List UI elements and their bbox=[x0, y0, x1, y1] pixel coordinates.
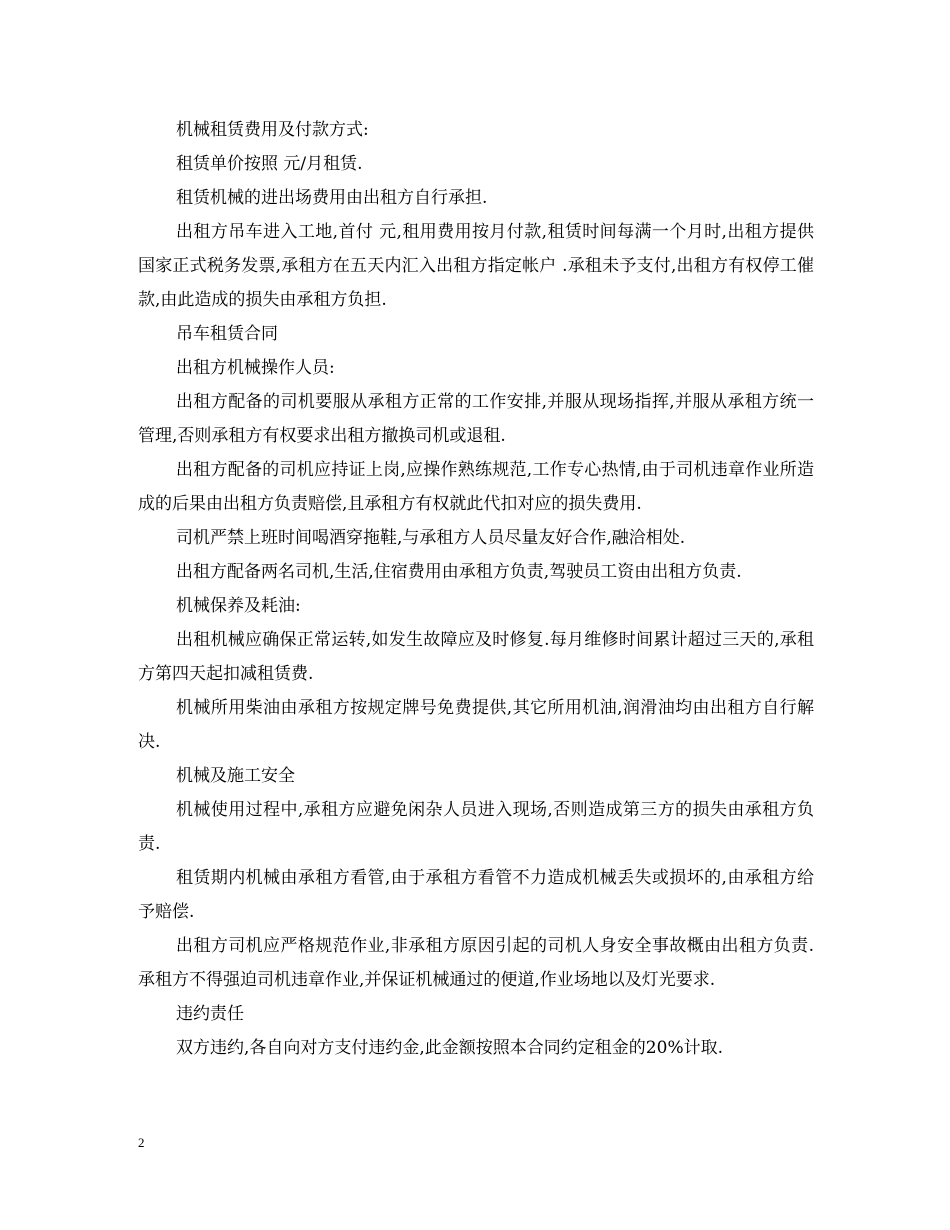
paragraph-safety-heading: 机械及施工安全 bbox=[176, 766, 295, 786]
paragraph-driver-license: 出租方配备的司机应持证上岗,应操作熟练规范,工作专心热情,由于司机违章作业所造成的后果由出租方负责赔偿,且承租方有权就此代扣对应的损失费用. bbox=[138, 460, 814, 514]
paragraph-contract-title: 吊车租赁合同 bbox=[176, 324, 278, 344]
paragraph-operators-heading: 出租方机械操作人员: bbox=[176, 358, 335, 378]
paragraph-site-safety: 机械使用过程中,承租方应避免闲杂人员进入现场,否则造成第三方的损失由承租方负责. bbox=[138, 800, 814, 854]
paragraph-penalty: 双方违约,各自向对方支付违约金,此金额按照本合同约定租金的20%计取. bbox=[176, 1038, 723, 1058]
paragraph-rental-fee-heading: 机械租赁费用及付款方式: bbox=[176, 120, 369, 140]
page-number: 2 bbox=[138, 1135, 145, 1150]
paragraph-maintenance-heading: 机械保养及耗油: bbox=[176, 596, 301, 616]
paragraph-liability-heading: 违约责任 bbox=[176, 1004, 244, 1024]
paragraph-custody: 租赁期内机械由承租方看管,由于承租方看管不力造成机械丢失或损坏的,由承租方给予赔偿. bbox=[138, 868, 814, 922]
paragraph-fuel-terms: 机械所用柴油由承租方按规定牌号免费提供,其它所用机油,润滑油均由出租方自行解决. bbox=[138, 698, 814, 752]
paragraph-driver-safety: 出租方司机应严格规范作业,非承租方原因引起的司机人身安全事故概由出租方负责.承租方不得强迫司机违章作业,并保证机械通过的便道,作业场地以及灯光要求. bbox=[138, 936, 814, 990]
paragraph-entry-exit-cost: 租赁机械的进出场费用由出租方自行承担. bbox=[176, 188, 488, 208]
paragraph-driver-conduct: 司机严禁上班时间喝酒穿拖鞋,与承租方人员尽量友好合作,融洽相处. bbox=[176, 528, 686, 548]
paragraph-repair-terms: 出租机械应确保正常运转,如发生故障应及时修复.每月维修时间累计超过三天的,承租方第四天起扣减租赁费. bbox=[138, 630, 814, 684]
paragraph-two-drivers: 出租方配备两名司机,生活,住宿费用由承租方负责,驾驶员工资由出租方负责. bbox=[176, 562, 742, 582]
paragraph-driver-obey: 出租方配备的司机要服从承租方正常的工作安排,并服从现场指挥,并服从承租方统一管理,否则承租方有权要求出租方撤换司机或退租. bbox=[138, 392, 814, 446]
paragraph-payment-terms: 出租方吊车进入工地,首付 元,租用费用按月付款,租赁时间每满一个月时,出租方提供国家正式税务发票,承租方在五天内汇入出租方指定帐户 .承租未予支付,出租方有权停工催款,由此造成的损失由承租方负担. bbox=[138, 222, 814, 310]
document-body bbox=[138, 113, 814, 1065]
paragraph-unit-price: 租赁单价按照 元/月租赁. bbox=[176, 154, 363, 174]
